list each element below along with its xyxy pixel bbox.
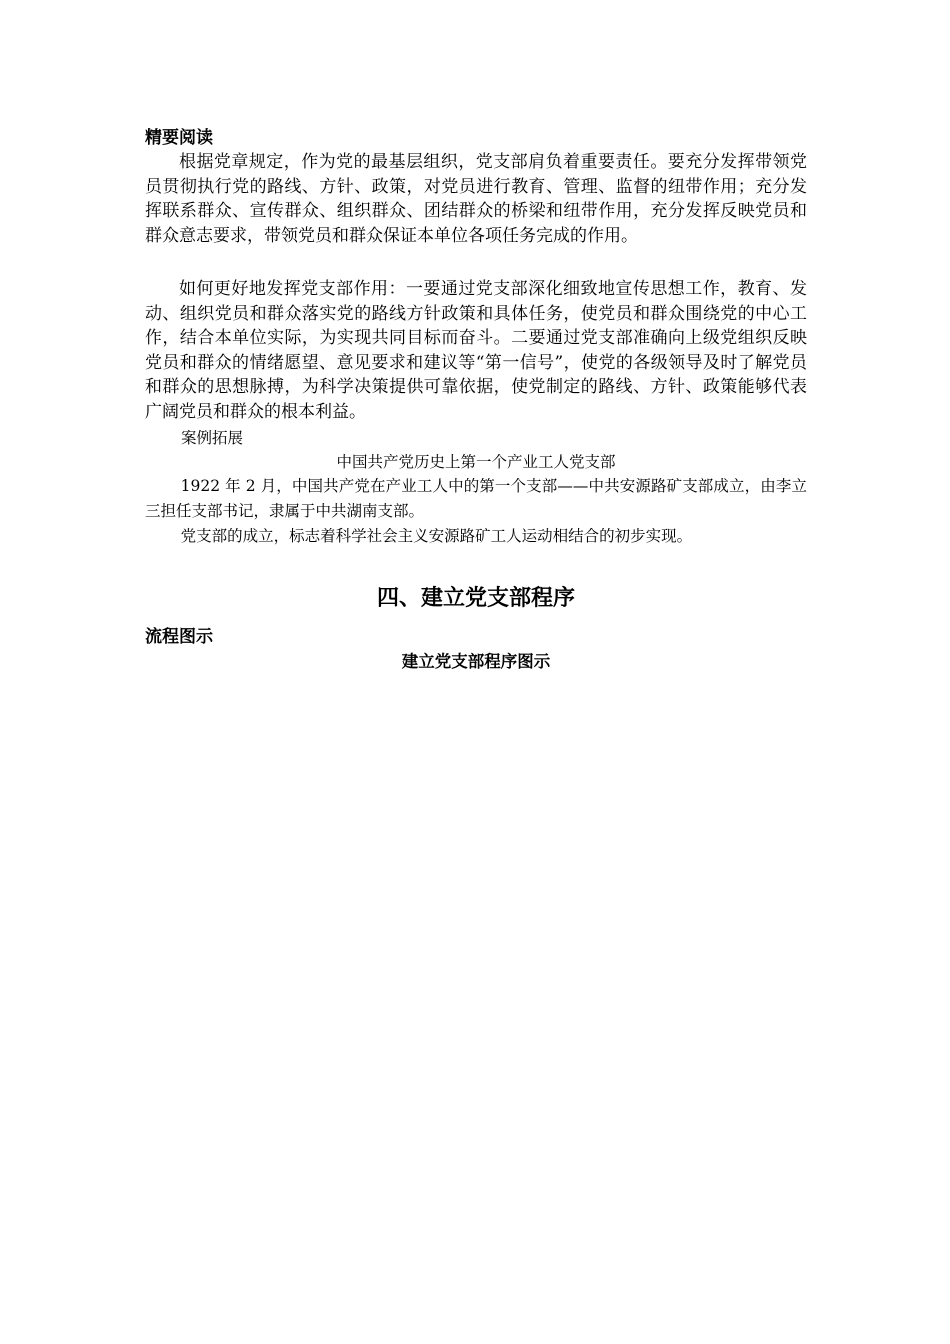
flow-section-label: 流程图示 [145, 627, 213, 647]
case-paragraph-2: 党支部的成立，标志着科学社会主义安源路矿工人运动相结合的初步实现。 [180, 527, 693, 545]
figure-caption: 建立党支部程序图示 [401, 652, 551, 671]
reading-paragraph-2: 如何更好地发挥党支部作用：一要通过党支部深化细致地宣传思想工作，教育、发动、组织党员和群众落实党的路线方针政策和具体任务，使党员和群众围绕党的中心工作，结合本单位实际，为实现共同目标而奋斗。二要通过党支部准确向上级党组织反映党员和群众的情绪愿望、意见要求和建议等“第一信号”，使党的各级领导及时了解党员和群众的思想脉搏，为科学决策提供可靠依据，使党制定的路线、方针、政策能够代表广阔党员和群众的根本利益。 [145, 279, 807, 422]
chapter-heading: 四、建立党支部程序 [376, 586, 575, 611]
reading-section-label: 精要阅读 [145, 128, 213, 148]
case-section-label: 案例拓展 [181, 429, 244, 447]
reading-paragraph-1: 根据党章规定，作为党的最基层组织，党支部肩负着重要责任。要充分发挥带领党员贯彻执行党的路线、方针、政策，对党员进行教育、管理、监督的纽带作用；充分发挥联系群众、宣传群众、组织群众、团结群众的桥梁和纽带作用，充分发挥反映党员和群众意志要求，带领党员和群众保证本单位各项任务完成的作用。 [145, 152, 807, 246]
case-title: 中国共产党历史上第一个产业工人党支部 [336, 453, 616, 471]
case-paragraph-1: 1922 年 2 月，中国共产党在产业工人中的第一个支部——中共安源路矿支部成立，由李立三担任支部书记，隶属于中共湖南支部。 [145, 477, 807, 520]
document-page [145, 0, 807, 1344]
